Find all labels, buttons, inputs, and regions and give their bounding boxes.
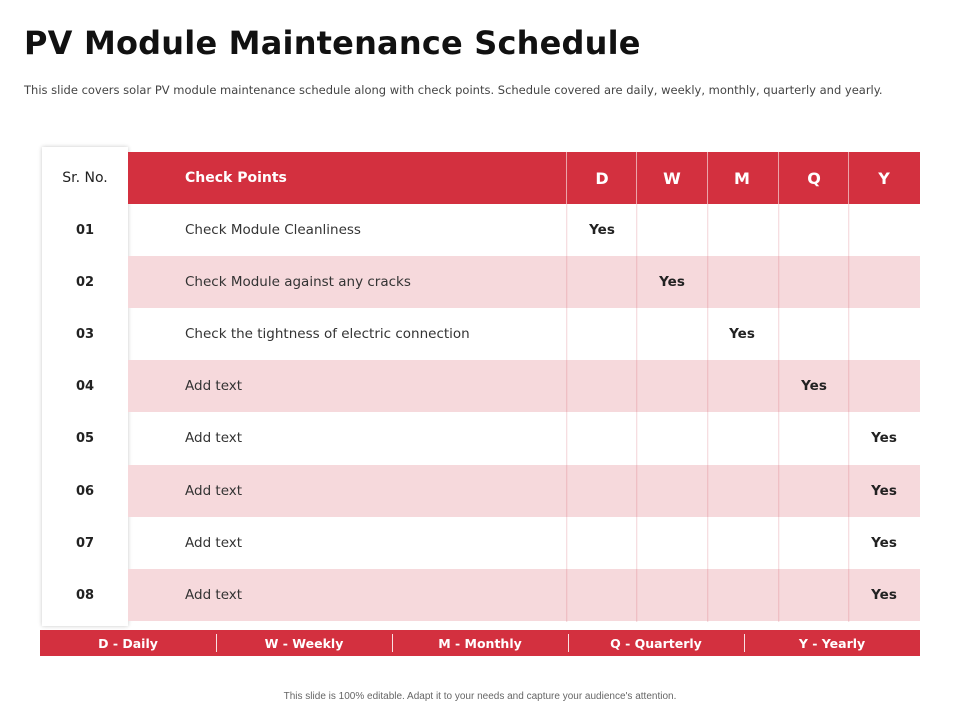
mark-y: Yes (871, 535, 897, 551)
header-divider (778, 152, 779, 204)
sr-cell: 07 (75, 535, 95, 551)
mark-w (637, 204, 707, 256)
freq-header-m: M (734, 168, 750, 188)
table-row (128, 308, 920, 360)
page-subtitle: This slide covers solar PV module maintenance schedule along with check points. Schedule covered are daily, weekly, monthly, quarterly and yearly. (24, 83, 883, 97)
footer-note: This slide is 100% editable. Adapt it to your needs and capture your audience's attention. (283, 691, 677, 702)
mark-y: Yes (871, 430, 897, 446)
mark-d (567, 465, 637, 517)
mark-q (779, 569, 849, 621)
mark-w (637, 412, 707, 464)
mark-d: Yes (589, 222, 615, 238)
mark-y (849, 360, 919, 412)
column-divider (566, 152, 568, 622)
column-divider (707, 152, 709, 622)
mark-w (637, 569, 707, 621)
column-divider (848, 152, 850, 622)
page-title: PV Module Maintenance Schedule (24, 24, 641, 62)
table-row (128, 569, 920, 621)
mark-q (779, 517, 849, 569)
check-point-text: Add text (185, 535, 243, 551)
mark-m (707, 204, 777, 256)
mark-q (779, 412, 849, 464)
legend-monthly: M - Monthly (392, 630, 568, 656)
check-point-text: Add text (185, 587, 243, 603)
table-row (128, 465, 920, 517)
sr-cell: 01 (75, 222, 95, 238)
sr-header: Sr. No. (62, 170, 108, 186)
table-row (128, 517, 920, 569)
mark-d (567, 360, 637, 412)
table-header (128, 152, 920, 204)
mark-y: Yes (871, 587, 897, 603)
mark-d (567, 256, 637, 308)
check-points-header: Check Points (185, 170, 287, 186)
header-divider (636, 152, 637, 204)
mark-w (637, 465, 707, 517)
mark-m (707, 360, 777, 412)
freq-header-d: D (595, 168, 609, 188)
mark-q: Yes (801, 378, 827, 394)
legend-daily: D - Daily (98, 635, 158, 651)
table-row (128, 360, 920, 412)
check-point-text: Add text (185, 483, 243, 499)
check-point-text: Add text (185, 430, 243, 446)
mark-m (707, 256, 777, 308)
header-divider (566, 152, 567, 204)
frequency-legend (40, 630, 920, 656)
check-point-text: Add text (185, 378, 243, 394)
mark-w (637, 517, 707, 569)
mark-w (637, 308, 707, 360)
mark-q (779, 465, 849, 517)
mark-y (849, 308, 919, 360)
table-row (128, 412, 920, 464)
check-point-text: Check Module against any cracks (185, 274, 411, 290)
mark-d (567, 308, 637, 360)
mark-m (707, 517, 777, 569)
column-divider (778, 152, 780, 622)
legend-weekly: W - Weekly (216, 630, 392, 656)
mark-d (567, 569, 637, 621)
freq-header-y: Y (878, 168, 890, 188)
mark-w: Yes (659, 274, 685, 290)
sr-cell: 06 (75, 483, 95, 499)
mark-m (707, 569, 777, 621)
legend-yearly: Y - Yearly (744, 630, 920, 656)
header-divider (707, 152, 708, 204)
table-row (128, 204, 920, 256)
check-point-text: Check the tightness of electric connection (185, 326, 470, 342)
sr-number-column (42, 147, 128, 626)
sr-cell: 05 (75, 430, 95, 446)
mark-y: Yes (871, 483, 897, 499)
legend-quarterly: Q - Quarterly (568, 630, 744, 656)
sr-cell: 02 (75, 274, 95, 290)
mark-w (637, 360, 707, 412)
table-row (128, 256, 920, 308)
mark-q (779, 308, 849, 360)
sr-cell: 04 (75, 378, 95, 394)
mark-m: Yes (729, 326, 755, 342)
mark-q (779, 256, 849, 308)
mark-m (707, 412, 777, 464)
mark-y (849, 204, 919, 256)
sr-cell: 08 (75, 587, 95, 603)
mark-m (707, 465, 777, 517)
sr-cell: 03 (75, 326, 95, 342)
column-divider (636, 152, 638, 622)
check-point-text: Check Module Cleanliness (185, 222, 361, 238)
freq-header-q: Q (807, 168, 821, 188)
freq-header-w: W (663, 168, 681, 188)
mark-q (779, 204, 849, 256)
mark-d (567, 412, 637, 464)
mark-y (849, 256, 919, 308)
mark-d (567, 517, 637, 569)
header-divider (848, 152, 849, 204)
